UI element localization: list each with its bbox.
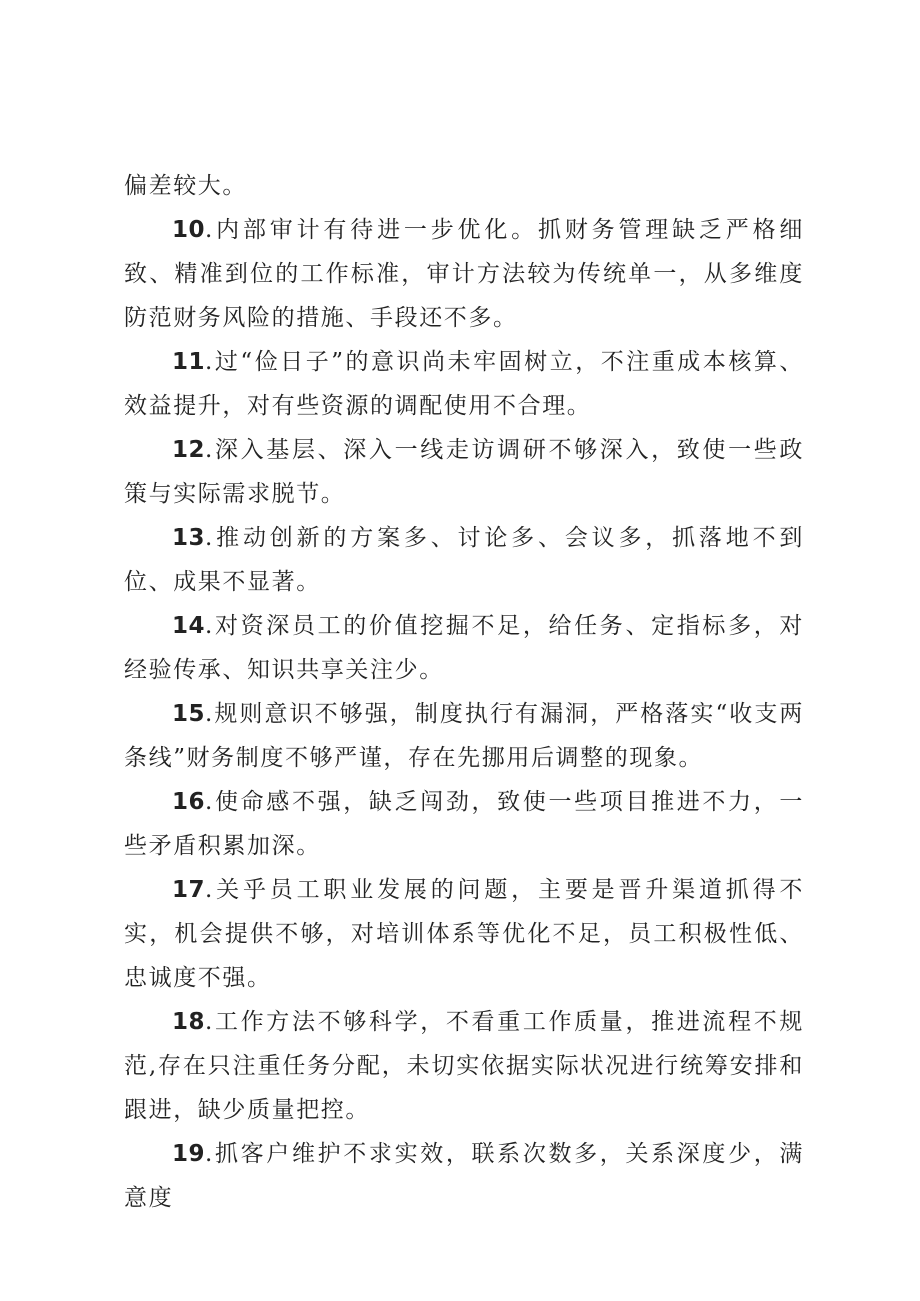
item-text: .工作方法不够科学，不看重工作质量，推进流程不规范,存在只注重任务分配，未切实依据实际状况进行统筹安排和跟进，缺少质量把控。 (124, 1009, 804, 1123)
item-number: 11 (172, 349, 206, 375)
item-text: .规则意识不够强，制度执行有漏洞，严格落实“收支两条线”财务制度不够严谨，存在先挪用后调整的现象。 (124, 701, 804, 771)
item-number: 17 (172, 877, 206, 903)
list-item (124, 692, 804, 780)
list-item (124, 516, 804, 604)
item-number: 10 (172, 217, 206, 243)
carryover-paragraph (124, 164, 804, 208)
item-text: .推动创新的方案多、讨论多、会议多，抓落地不到位、成果不显著。 (124, 525, 804, 595)
list-item (124, 604, 804, 692)
item-number: 16 (172, 789, 206, 815)
item-text: .深入基层、深入一线走访调研不够深入，致使一些政策与实际需求脱节。 (124, 437, 804, 507)
item-number: 12 (172, 437, 206, 463)
item-text: .使命感不强，缺乏闯劲，致使一些项目推进不力，一些矛盾积累加深。 (124, 789, 804, 859)
carryover-text: 偏差较大。 (124, 173, 247, 199)
item-number: 15 (172, 701, 206, 727)
list-item (124, 1132, 804, 1220)
list-item (124, 340, 804, 428)
item-number: 18 (172, 1009, 206, 1035)
list-item (124, 428, 804, 516)
item-text: .过“俭日子”的意识尚未牢固树立，不注重成本核算、效益提升，对有些资源的调配使用不合理。 (124, 349, 804, 419)
document-body (124, 164, 804, 1220)
item-number: 19 (172, 1141, 206, 1167)
item-text: .关乎员工职业发展的问题，主要是晋升渠道抓得不实，机会提供不够，对培训体系等优化不足，员工积极性低、忠诚度不强。 (124, 877, 804, 991)
list-item (124, 208, 804, 340)
list-item (124, 1000, 804, 1132)
item-text: .内部审计有待进一步优化。抓财务管理缺乏严格细致、精准到位的工作标准，审计方法较为传统单一，从多维度防范财务风险的措施、手段还不多。 (124, 217, 804, 331)
item-text: .抓客户维护不求实效，联系次数多，关系深度少，满意度 (124, 1141, 804, 1211)
list-item (124, 780, 804, 868)
item-number: 13 (172, 525, 206, 551)
item-text: .对资深员工的价值挖掘不足，给任务、定指标多，对经验传承、知识共享关注少。 (124, 613, 804, 683)
list-item (124, 868, 804, 1000)
item-number: 14 (172, 613, 206, 639)
